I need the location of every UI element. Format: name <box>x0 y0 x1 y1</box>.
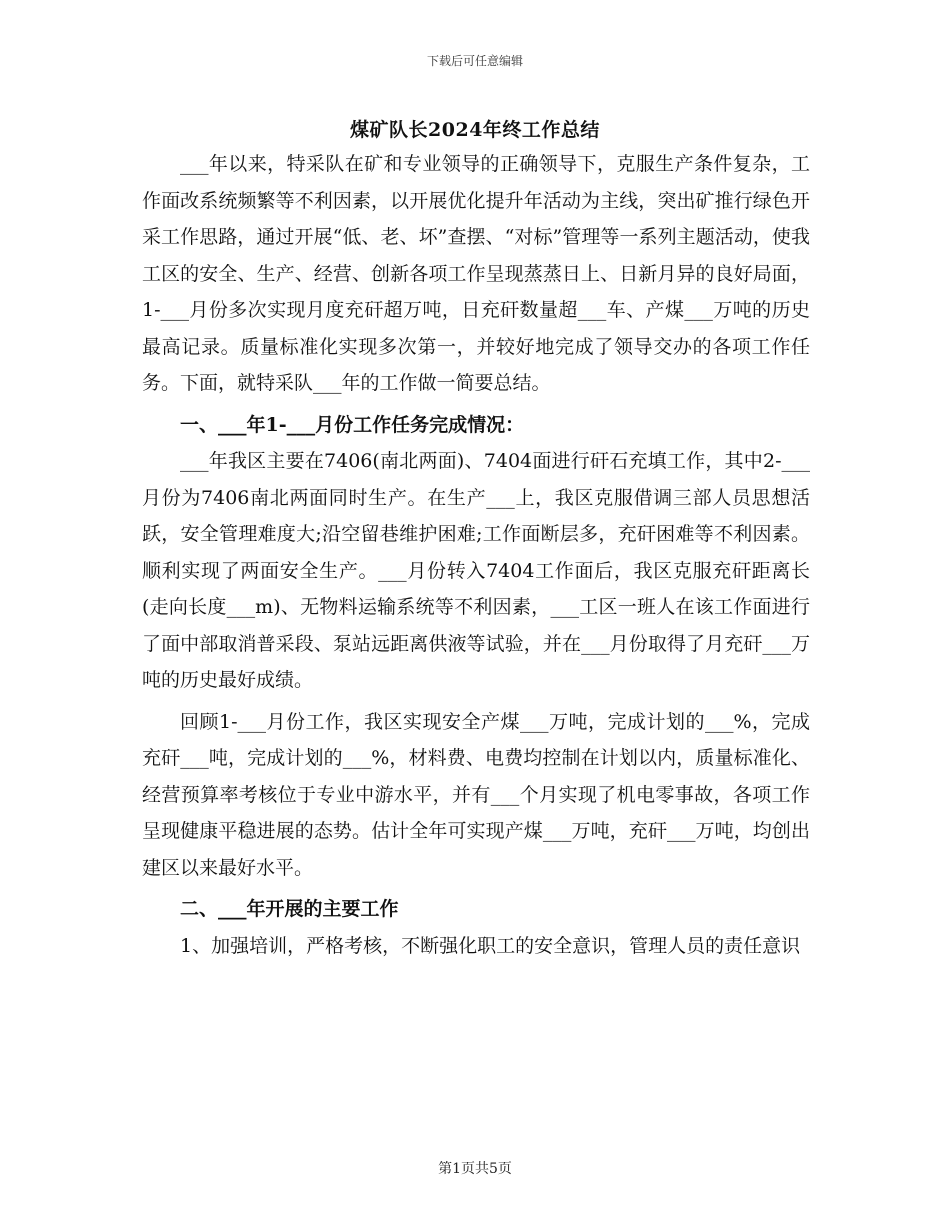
section-1-paragraph-2: 回顾1-___月份工作，我区实现安全产煤___万吨，完成计划的___%，完成充矸___吨，完成计划的___%，材料费、电费均控制在计划以内，质量标准化、经营预算率考核位于专业中游水平，并有___个月实现了机电零事故，各项工作呈现健康平稳进展的态势。估计全年可实现产煤___万吨，充矸___万吨，均创出建区以来最好水平。 <box>142 710 810 879</box>
section-2-item-1: 1、加强培训，严格考核，不断强化职工的安全意识，管理人员的责任意识 <box>180 934 801 957</box>
document-title: 煤矿队长2024年终工作总结 <box>350 119 600 141</box>
document-body <box>142 146 810 964</box>
section-1-paragraph-1: ___年我区主要在7406(南北两面)、7404面进行矸石充填工作，其中2-___月份为7406南北两面同时生产。在生产___上，我区克服借调三部人员思想活跃，安全管理难度大;沿空留巷维护困难;工作面断层多，充矸困难等不利因素。顺利实现了两面安全生产。___月份转入7404工作面后，我区克服充矸距离长(走向长度___m)、无物料运输系统等不利因素，___工区一班人在该工作面进行了面中部取消普采段、泵站远距离供液等试验，并在___月份取得了月充矸___万吨的历史最好成绩。 <box>142 450 810 691</box>
page-header-note: 下载后可任意编辑 <box>426 54 523 68</box>
section-1-heading: 一、___年1-___月份工作任务完成情况： <box>180 413 525 436</box>
section-2-heading: 二、___年开展的主要工作 <box>180 898 399 920</box>
page-number: 第1页共5页 <box>438 1161 512 1177</box>
intro-paragraph: ___年以来，特采队在矿和专业领导的正确领导下，克服生产条件复杂，工作面改系统频繁等不利因素，以开展优化提升年活动为主线，突出矿推行绿色开采工作思路，通过开展“低、老、坏”查摆、“对标”管理等一系列主题活动，使我工区的安全、生产、经营、创新各项工作呈现蒸蒸日上、日新月异的良好局面，1-___月份多次实现月度充矸超万吨，日充矸数量超___车、产煤___万吨的历史最高记录。质量标准化实现多次第一，并较好地完成了领导交办的各项工作任务。下面，就特采队___年的工作做一简要总结。 <box>142 153 810 394</box>
